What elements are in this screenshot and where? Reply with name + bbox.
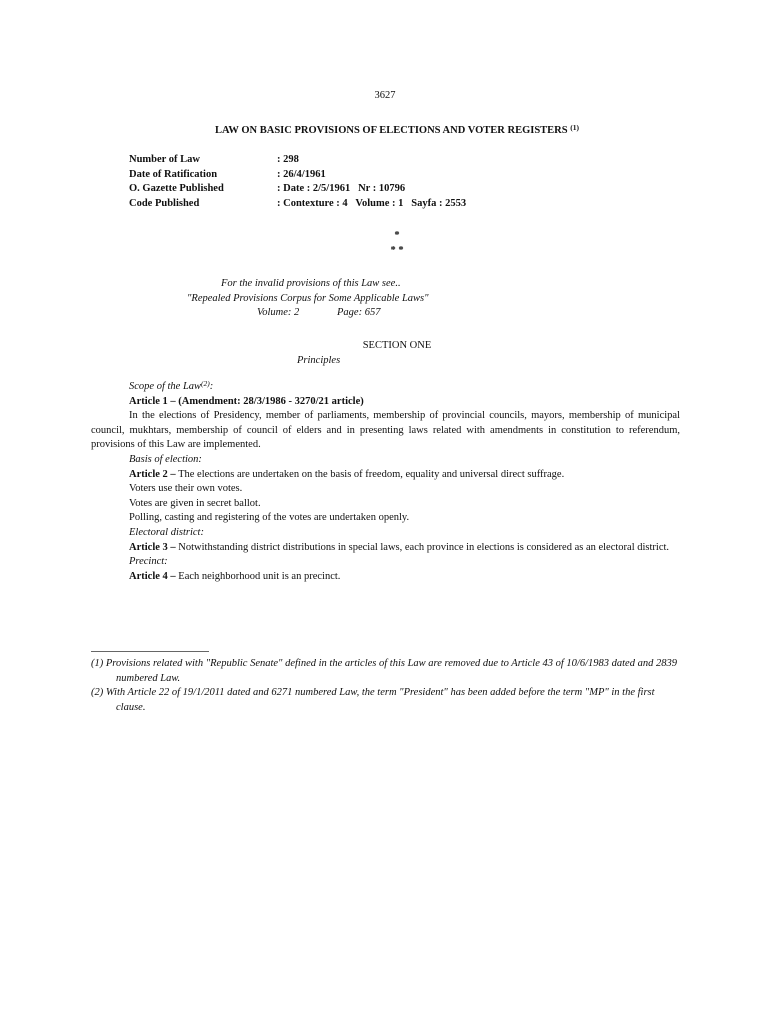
article-3: Article 3 – Notwithstanding district distributions in special laws, each province in elections is considered as an electoral district. <box>129 541 670 553</box>
district-heading: Electoral district: <box>129 526 204 538</box>
reference-volume: Volume: 2 <box>257 307 300 318</box>
law-title-footnote-ref: (1) <box>570 123 579 132</box>
section-subheading: Principles <box>297 355 341 366</box>
footnotes <box>91 657 681 715</box>
article-2-line-3: Votes are given in secret ballot. <box>129 497 261 509</box>
precinct-heading: Precinct: <box>129 556 168 568</box>
law-body <box>91 380 680 584</box>
separator-star-2: * * <box>390 245 404 256</box>
section-heading: SECTION ONE <box>362 340 432 351</box>
separator-star-1: * <box>394 230 400 241</box>
metadata-value-code: : Contexture : 4 Volume : 1 Sayfa : 2553 <box>277 197 467 209</box>
scope-heading: Scope of the Law$^{(2)}$: <box>129 379 214 392</box>
footnote-divider <box>91 651 209 652</box>
article-4: Article 4 – Each neighborhood unit is an precinct. <box>129 570 341 582</box>
article-2-line-4: Polling, casting and registering of the votes are undertaken openly. <box>129 512 410 524</box>
footnote-1: (1) Provisions related with "Republic Senate" defined in the articles of this Law are removed due to Article 43 of 10/6/1983 dated and 2839 numbered Law. <box>91 658 677 684</box>
article-1-text: In the elections of Presidency, member of parliaments, membership of provincial councils, mayors, membership of municipal council, mukhtars, membership of council of elders and in presenting laws related with amendments in constitution to referendum, provisions of this Law are implemented. <box>91 410 680 451</box>
law-metadata-values <box>277 153 466 211</box>
article-1-heading: Article 1 – (Amendment: 28/3/1986 - 3270/21 article) <box>129 395 364 407</box>
metadata-label-gazette: O. Gazette Published <box>129 183 224 195</box>
page-number: 3627 <box>374 90 396 101</box>
scope-footnote-ref: (2) <box>201 379 210 388</box>
metadata-value-gazette: : Date : 2/5/1961 Nr : 10796 <box>277 183 406 195</box>
article-2: Article 2 – The elections are undertaken on the basis of freedom, equality and universal direct suffrage. <box>129 468 565 480</box>
reference-line-1: For the invalid provisions of this Law see.. <box>221 278 401 289</box>
metadata-label-number: Number of Law <box>129 154 200 165</box>
metadata-label-ratification: Date of Ratification <box>129 168 218 180</box>
metadata-value-ratification: : 26/4/1961 <box>277 168 326 180</box>
reference-line-2: "Repealed Provisions Corpus for Some Applicable Laws" <box>187 293 429 304</box>
basis-heading: Basis of election: <box>129 453 202 465</box>
metadata-label-code: Code Published <box>129 197 200 209</box>
law-title <box>12 124 770 139</box>
article-2-line-2: Voters use their own votes. <box>129 483 243 495</box>
law-metadata-labels <box>129 153 224 211</box>
reference-page: Page: 657 <box>337 307 381 318</box>
metadata-value-number: : 298 <box>277 154 299 165</box>
law-title-text: LAW ON BASIC PROVISIONS OF ELECTIONS AND VOTER REGISTERS <box>215 125 568 136</box>
footnote-2: (2) With Article 22 of 19/1/2011 dated and 6271 numbered Law, the term "President" has been added before the term "MP" in the first clause. <box>91 687 655 713</box>
